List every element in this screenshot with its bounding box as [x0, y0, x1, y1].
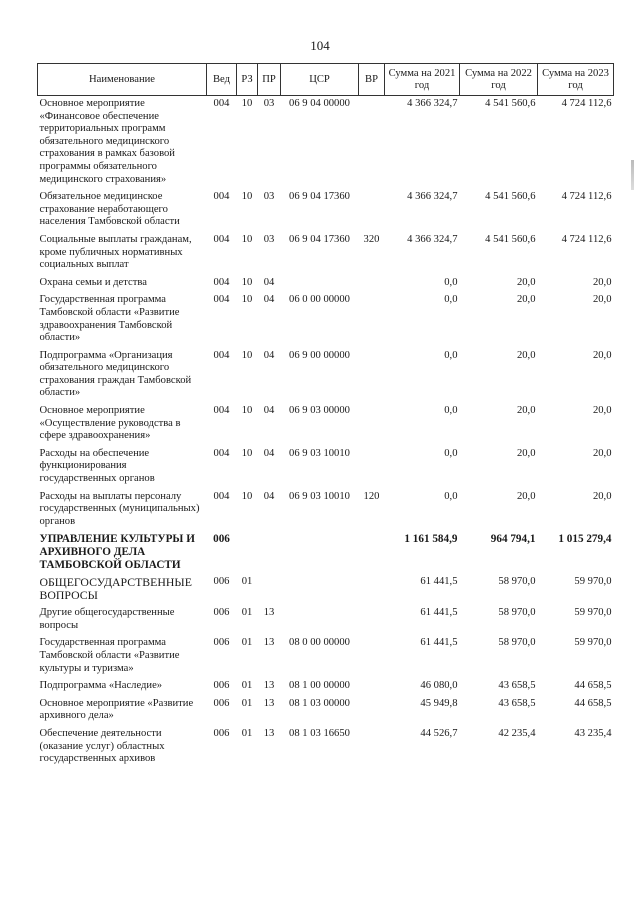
row-pr: 13	[263, 697, 275, 709]
row-pr: 13	[263, 637, 275, 649]
header-sum-2021: Сумма на 2021 год	[385, 64, 460, 96]
row-ved: 006	[213, 576, 230, 588]
row-rz: 01	[241, 637, 253, 649]
table-row	[38, 696, 614, 726]
row-name: Охрана семьи и детства	[39, 276, 147, 288]
row-rz: 01	[241, 697, 253, 709]
header-sum-2023: Сумма на 2023 год	[538, 64, 614, 96]
row-sum-2022: 4 541 560,6	[485, 98, 536, 109]
row-pr: 04	[263, 490, 275, 502]
table-header-row	[38, 64, 614, 96]
budget-table	[37, 63, 614, 769]
row-ved: 004	[213, 98, 230, 109]
row-name: Основное мероприятие «Осуществление руководства в сфере здравоохранения»	[39, 405, 181, 442]
row-csr	[281, 574, 359, 605]
header-name: Наименование	[38, 64, 207, 96]
table-row	[38, 275, 614, 293]
row-name: Подпрограмма «Наследие»	[39, 680, 163, 692]
row-name: Основное мероприятие «Развитие архивного дела»	[39, 697, 194, 722]
row-vr: 320	[363, 233, 380, 245]
row-sum-2023: 59 970,0	[574, 607, 612, 619]
row-ved: 004	[213, 294, 230, 306]
row-rz: 10	[241, 98, 253, 109]
row-csr: 06 9 04 00000	[289, 98, 350, 109]
header-vr: ВР	[359, 64, 385, 96]
row-pr: 13	[263, 607, 275, 619]
table-row	[38, 678, 614, 696]
row-sum-2022: 4 541 560,6	[485, 191, 536, 203]
row-sum-2022: 20,0	[516, 349, 536, 361]
row-sum-2021: 46 080,0	[420, 680, 458, 692]
row-sum-2023: 44 658,5	[574, 680, 612, 692]
row-name: Обеспечение деятельности (оказание услуг) областных государственных архивов	[39, 727, 165, 765]
row-ved: 006	[213, 637, 230, 649]
row-sum-2021: 61 441,5	[420, 637, 458, 649]
row-vr	[359, 605, 385, 635]
row-ved: 006	[213, 533, 230, 546]
row-pr	[258, 531, 281, 574]
row-pr: 04	[263, 294, 275, 306]
row-name: УПРАВЛЕНИЕ КУЛЬТУРЫ И АРХИВНОГО ДЕЛА ТАМБОВСКОЙ ОБЛАСТИ	[39, 533, 195, 571]
row-name: Расходы на выплаты персоналу государственных (муниципальных) органов	[39, 490, 200, 527]
row-sum-2021: 45 949,8	[420, 697, 458, 709]
table-row	[38, 292, 614, 347]
row-sum-2023: 59 970,0	[574, 637, 612, 649]
row-pr: 13	[263, 680, 275, 692]
row-csr: 06 9 00 00000	[289, 349, 350, 361]
header-pr: ПР	[258, 64, 281, 96]
row-vr	[359, 189, 385, 232]
row-sum-2021: 61 441,5	[420, 607, 458, 619]
table-row	[38, 605, 614, 635]
row-name: Основное мероприятие «Финансовое обеспечение территориальных программ обязательного медицинского страхования в рамках базовой программы обязательного медицинского страхования»	[39, 98, 175, 185]
row-sum-2023: 20,0	[592, 490, 612, 502]
row-pr: 04	[263, 405, 275, 417]
row-pr: 03	[263, 233, 275, 245]
row-name: Расходы на обеспечение функционирования государственных органов	[39, 447, 155, 485]
row-vr: 120	[363, 490, 380, 502]
row-sum-2022: 58 970,0	[498, 576, 536, 588]
row-rz	[237, 531, 258, 574]
row-ved: 004	[213, 447, 230, 459]
row-sum-2021: 0,0	[444, 349, 458, 361]
row-sum-2023: 44 658,5	[574, 697, 612, 709]
row-sum-2021: 0,0	[444, 490, 458, 502]
row-csr: 08 0 00 00000	[289, 637, 350, 649]
row-name: Подпрограмма «Организация обязательного медицинского страхования граждан Тамбовской области»	[39, 349, 192, 399]
row-ved: 006	[213, 607, 230, 619]
row-ved: 004	[213, 490, 230, 502]
row-rz: 01	[241, 680, 253, 692]
row-csr: 06 9 03 00000	[289, 405, 350, 417]
row-sum-2022: 20,0	[516, 405, 536, 417]
row-vr	[359, 96, 385, 190]
row-rz: 01	[241, 576, 253, 588]
row-sum-2023: 4 724 112,6	[561, 233, 612, 245]
row-sum-2022: 58 970,0	[498, 607, 536, 619]
scan-edge-mark	[631, 160, 634, 190]
row-pr: 04	[263, 349, 275, 361]
row-sum-2021: 4 366 324,7	[407, 98, 458, 109]
row-rz: 10	[241, 405, 253, 417]
row-ved: 004	[213, 405, 230, 417]
row-csr: 06 9 03 10010	[289, 490, 350, 502]
row-name: Государственная программа Тамбовской области «Развитие здравоохранения Тамбовской области»	[39, 294, 180, 344]
row-name: Социальные выплаты гражданам, кроме публичных нормативных социальных выплат	[39, 233, 192, 271]
row-csr	[281, 531, 359, 574]
table-row-section	[38, 574, 614, 605]
row-vr	[359, 574, 385, 605]
row-sum-2021: 4 366 324,7	[407, 191, 458, 203]
row-sum-2023: 43 235,4	[574, 727, 612, 739]
row-csr	[281, 275, 359, 293]
row-pr: 03	[263, 191, 275, 203]
row-rz: 01	[241, 607, 253, 619]
table-row	[38, 189, 614, 232]
row-sum-2023: 20,0	[592, 447, 612, 459]
row-sum-2023: 20,0	[592, 349, 612, 361]
row-sum-2023: 4 724 112,6	[561, 98, 612, 109]
row-sum-2021: 4 366 324,7	[407, 233, 458, 245]
header-rz: РЗ	[237, 64, 258, 96]
row-vr	[359, 446, 385, 489]
row-csr: 08 1 03 16650	[289, 727, 350, 739]
row-sum-2021: 0,0	[444, 447, 458, 459]
row-sum-2021: 61 441,5	[420, 576, 458, 588]
header-ved: Вед	[207, 64, 237, 96]
row-csr: 06 9 04 17360	[289, 191, 350, 203]
table-row	[38, 232, 614, 275]
row-sum-2021: 1 161 584,9	[404, 533, 458, 546]
row-rz: 10	[241, 490, 253, 502]
row-csr: 06 9 03 10010	[289, 447, 350, 459]
header-csr: ЦСР	[281, 64, 359, 96]
row-csr: 06 0 00 00000	[289, 294, 350, 306]
row-vr	[359, 348, 385, 403]
row-sum-2022: 964 794,1	[490, 533, 536, 546]
row-name: ОБЩЕГОСУДАРСТВЕННЫЕ ВОПРОСЫ	[39, 575, 192, 603]
row-csr: 08 1 03 00000	[289, 697, 350, 709]
row-pr: 13	[263, 727, 275, 739]
row-vr	[359, 635, 385, 678]
row-csr	[281, 605, 359, 635]
table-row	[38, 348, 614, 403]
row-sum-2022: 20,0	[516, 294, 536, 306]
row-sum-2023: 20,0	[592, 405, 612, 417]
row-sum-2021: 0,0	[444, 276, 458, 288]
row-rz: 10	[241, 191, 253, 203]
row-sum-2022: 43 658,5	[498, 697, 536, 709]
row-vr	[359, 726, 385, 769]
row-vr	[359, 292, 385, 347]
row-sum-2022: 20,0	[516, 490, 536, 502]
row-rz: 01	[241, 727, 253, 739]
row-sum-2022: 58 970,0	[498, 637, 536, 649]
table-row	[38, 489, 614, 532]
row-sum-2021: 44 526,7	[420, 727, 458, 739]
row-sum-2021: 0,0	[444, 405, 458, 417]
table-row	[38, 446, 614, 489]
row-sum-2022: 42 235,4	[498, 727, 536, 739]
row-vr	[359, 696, 385, 726]
row-rz: 10	[241, 349, 253, 361]
table-row-department	[38, 531, 614, 574]
row-pr: 04	[263, 447, 275, 459]
table-row	[38, 635, 614, 678]
row-csr: 06 9 04 17360	[289, 233, 350, 245]
header-sum-2022: Сумма на 2022 год	[460, 64, 538, 96]
row-sum-2023: 59 970,0	[574, 576, 612, 588]
table-row	[38, 403, 614, 446]
row-ved: 004	[213, 349, 230, 361]
row-rz: 10	[241, 233, 253, 245]
row-pr: 04	[263, 276, 275, 288]
row-vr	[359, 678, 385, 696]
row-csr: 08 1 00 00000	[289, 680, 350, 692]
row-sum-2022: 20,0	[516, 447, 536, 459]
row-sum-2023: 4 724 112,6	[561, 191, 612, 203]
row-vr	[359, 403, 385, 446]
table-row	[38, 726, 614, 769]
row-sum-2023: 1 015 279,4	[558, 533, 612, 546]
row-rz: 10	[241, 447, 253, 459]
page-number: 104	[310, 38, 330, 53]
row-sum-2023: 20,0	[592, 276, 612, 288]
row-sum-2023: 20,0	[592, 294, 612, 306]
row-rz: 10	[241, 294, 253, 306]
row-name: Государственная программа Тамбовской области «Развитие культуры и туризма»	[39, 637, 180, 674]
row-rz: 10	[241, 276, 253, 288]
row-vr	[359, 275, 385, 293]
row-sum-2022: 4 541 560,6	[485, 233, 536, 245]
row-pr: 03	[263, 98, 275, 109]
row-name: Другие общегосударственные вопросы	[39, 607, 175, 631]
row-sum-2021: 0,0	[444, 294, 458, 306]
row-name: Обязательное медицинское страхование неработающего населения Тамбовской области	[39, 191, 180, 228]
row-pr	[258, 574, 281, 605]
row-ved: 004	[213, 191, 230, 203]
row-ved: 006	[213, 697, 230, 709]
row-sum-2022: 20,0	[516, 276, 536, 288]
row-vr	[359, 531, 385, 574]
row-ved: 004	[213, 233, 230, 245]
row-ved: 004	[213, 276, 230, 288]
table-row	[38, 96, 614, 190]
row-sum-2022: 43 658,5	[498, 680, 536, 692]
row-ved: 006	[213, 727, 230, 739]
row-ved: 006	[213, 680, 230, 692]
